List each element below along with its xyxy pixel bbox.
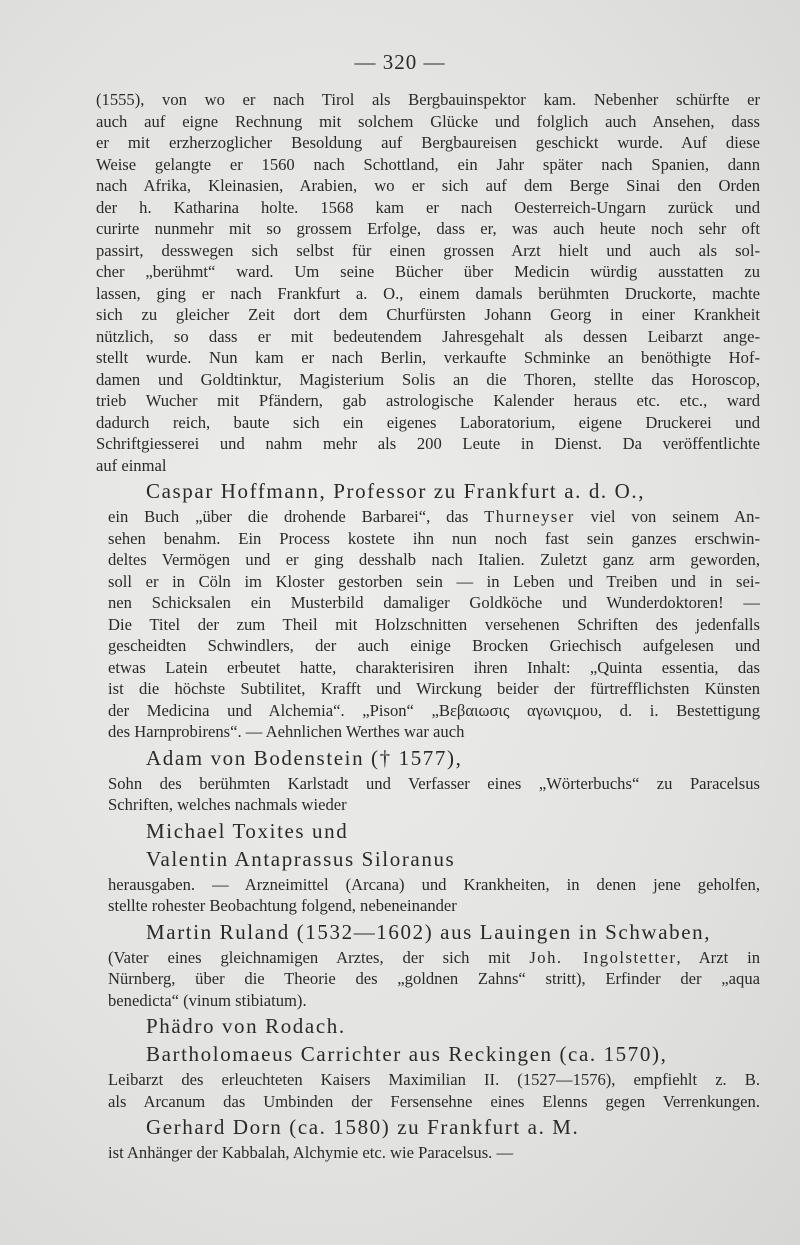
- text-line: passirt, desswegen sich selbst für einen grossen Arzt hielt und auch als sol-: [96, 240, 760, 260]
- text-line: der Medicina und Alchemia“. „Pison“ „Βεβαιωσις αγωνιςμου, d. i. Bestettigung: [108, 700, 760, 720]
- text-line: gescheidten Schwindlers, der auch einige Brocken Griechisch aufgelesen und: [108, 636, 760, 655]
- person-heading: Phädro von Rodach.: [146, 1014, 346, 1038]
- person-heading: Caspar Hoffmann, Professor zu Frankfurt a. d. O.,: [146, 479, 646, 503]
- text-line: sich zu gleicher Zeit dort dem Churfürsten Johann Georg in einer Krankheit: [96, 305, 760, 324]
- person-heading: Adam von Bodenstein († 1577),: [146, 745, 463, 770]
- person-heading: Valentin Antaprassus Siloranus: [146, 846, 456, 871]
- text-line: (1555), von wo er nach Tirol als Bergbauinspektor kam. Nebenher schürfte er: [96, 90, 760, 109]
- text-line: stellt wurde. Nun kam er nach Berlin, verkaufte Schminke an benöthigte Hof-: [96, 348, 760, 367]
- text-line: damen und Goldtinktur, Magisterium Solis an die Thoren, stellte das Horoscop,: [96, 369, 760, 389]
- text-fragment: viel von seinem An-: [574, 507, 760, 526]
- text-line: dadurch reich, baute sich ein eigenes Laboratorium, eigene Druckerei und: [96, 412, 760, 432]
- text-line: nen Schicksalen ein Musterbild damaliger Goldköche und Wunderdoktoren! —: [108, 593, 760, 612]
- text-line: Leibarzt des erleuchteten Kaisers Maximilian II. (1527—1576), empfiehlt z. B.: [108, 1070, 760, 1089]
- text-line: er mit erzherzoglicher Besoldung auf Bergbaureisen geschickt wurde. Auf diese: [96, 133, 760, 152]
- text-line: Schriftgiesserei und nahm mehr als 200 Leute in Dienst. Da veröffentlichte: [96, 434, 760, 453]
- text-line: Weise gelangte er 1560 nach Schottland, ein Jahr später nach Spanien, dann: [96, 154, 760, 174]
- text-line: etwas Latein erbeutet hatte, charakterisiren ihren Inhalt: „Quinta essentia, das: [108, 657, 760, 677]
- person-name: Thurneyser: [484, 507, 575, 526]
- page-number: — 320 —: [354, 50, 446, 74]
- person-heading: Bartholomaeus Carrichter aus Reckingen (ca. 1570),: [146, 1042, 668, 1066]
- text-line: als Arcanum das Umbinden der Fersensehne eines Elenns gegen Verrenkungen.: [108, 1091, 760, 1111]
- text-line: des Harnprobirens“. — Aehnlichen Werthes war auch: [108, 722, 465, 741]
- text-line: [96, 947, 760, 969]
- text-line: benedicta“ (vinum stibiatum).: [108, 990, 307, 1010]
- text-line: nützlich, so dass er mit bedeutendem Jahresgehalt als dessen Leibarzt ange-: [96, 326, 760, 346]
- person-heading: Martin Ruland (1532—1602) aus Lauingen in Schwaben,: [146, 919, 712, 944]
- text-line: curirte nunmehr mit so grossem Erfolge, dass er, was auch heute noch sehr oft: [96, 219, 760, 238]
- text-line: Nürnberg, über die Theorie des „goldnen Zahns“ stritt), Erfinder der „aqua: [108, 969, 760, 988]
- text-line: herausgaben. — Arzneimittel (Arcana) und Krankheiten, in denen jene geholfen,: [108, 874, 760, 894]
- text-line: nach Afrika, Kleinasien, Arabien, wo er sich auf dem Berge Sinai den Orden: [96, 176, 760, 195]
- person-heading: Michael Toxites und: [146, 818, 349, 843]
- person-heading: Gerhard Dorn (ca. 1580) zu Frankfurt a. M.: [146, 1115, 580, 1139]
- text-line: Schriften, welches nachmals wieder: [108, 795, 347, 814]
- text-line: deltes Vermögen und er ging desshalb nach Italien. Zuletzt ganz arm geworden,: [108, 550, 760, 569]
- text-line: auch auf eigne Rechnung mit solchem Glücke und folglich auch Ansehen, dass: [96, 111, 760, 131]
- text-line: sehen benahm. Ein Process kostete ihn nun noch fast sein ganzes erschwin-: [108, 528, 760, 548]
- text-line: auf einmal: [96, 455, 167, 475]
- text-line: stellte rohester Beobachtung folgend, nebeneinander: [108, 896, 457, 915]
- text-line: Die Titel der zum Theil mit Holzschnitten versehenen Schriften des jedenfalls: [108, 614, 760, 634]
- text-line: lassen, ging er nach Frankfurt a. O., einem damals berühmten Druckorte, machte: [96, 283, 760, 303]
- text-line: ist die höchste Subtilitet, Krafft und Wirckung beider der fürtrefflichsten Künsten: [108, 679, 760, 698]
- text-fragment: (Vater eines gleichnamigen Arztes, der sich mit: [108, 947, 530, 967]
- text-line: ist Anhänger der Kabbalah, Alchymie etc. wie Paracelsus. —: [108, 1143, 514, 1162]
- text-fragment: , Arzt in: [676, 947, 761, 967]
- text-line: [96, 506, 760, 528]
- text-line: Sohn des berühmten Karlstadt und Verfasser eines „Wörterbuchs“ zu Paracelsus: [108, 773, 760, 793]
- text-line: der h. Katharina holte. 1568 kam er nach Oesterreich-Ungarn zurück und: [96, 197, 760, 217]
- page-body: [96, 89, 760, 1164]
- text-line: soll er in Cöln im Kloster gestorben sein — in Leben und Treiben und in sei-: [108, 571, 760, 591]
- text-fragment: ein Buch „über die drohende Barbarei“, das: [108, 507, 485, 526]
- text-line: cher „berühmt“ ward. Um seine Bücher über Medicin würdig ausstatten zu: [96, 262, 760, 281]
- person-name: Joh. Ingolstetter: [529, 947, 677, 967]
- text-line: trieb Wucher mit Pfändern, gab astrologische Kalender heraus etc. etc., ward: [96, 391, 760, 410]
